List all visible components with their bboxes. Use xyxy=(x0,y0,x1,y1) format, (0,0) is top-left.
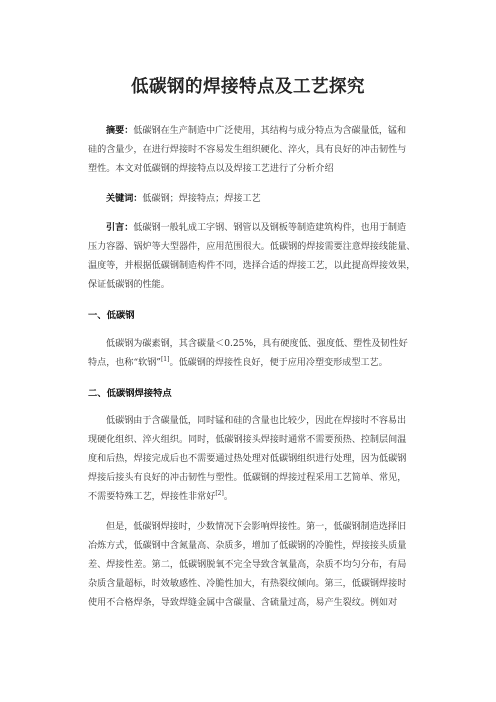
paragraph-line: 低碳钢为碳素钢，其含碳量＜0.25%，具有硬度低、强度低、塑性及韧性好 xyxy=(106,339,408,349)
section-heading: 二、低碳钢焊接特点 xyxy=(88,388,172,399)
paragraph-line: 使用不合格焊条，导致焊缝金属中含碳量、含硫量过高，易产生裂纹。例如对 xyxy=(88,598,398,608)
paragraph-text: 。低碳钢的焊接性良好，便于应用冷塑变形成型工艺。 xyxy=(169,358,388,368)
paragraph-line: 焊接后接头有良好的冲击韧性与塑性。低碳钢的焊接过程采用工艺简单、常见， xyxy=(88,473,407,483)
abstract-line: 硅的含量少，在进行焊接时不容易发生组织硬化、淬火，具有良好的冲击韧性与 xyxy=(88,145,407,155)
keywords xyxy=(88,189,433,209)
intro-label: 引言： xyxy=(106,222,134,233)
paragraph-text: 特点，也称“软钢” xyxy=(88,358,161,368)
intro-line: 压力容器、锅炉等大型器件，应用范围很大。低碳钢的焊接需要注意焊接线能量、 xyxy=(88,242,416,252)
paragraph-line: 但是，低碳钢焊接时，少数情况下会影响焊接性。第一，低碳钢制造选择旧 xyxy=(106,522,407,532)
paragraph-text: 。 xyxy=(223,492,233,502)
abstract-line: 塑性。本文对低碳钢的焊接特点以及焊接工艺进行了分析介绍 xyxy=(88,164,334,174)
intro-line: 温度等，并根据低碳钢制造构件不同，选择合适的焊接工艺，以此提高焊接效果， xyxy=(88,261,416,271)
introduction xyxy=(88,218,433,295)
abstract-line: 低碳钢在生产制造中广泛使用，其结构与成分特点为含碳量低，锰和 xyxy=(133,126,407,136)
paragraph-line: 低碳钢由于含碳量低，同时锰和硅的含量也比较少，因此在焊接时不容易出 xyxy=(106,416,407,426)
section2-paragraph-1 xyxy=(88,412,433,507)
section-heading: 一、低碳钢 xyxy=(88,310,135,321)
keywords-label: 关键词： xyxy=(106,193,143,204)
paragraph-line: 现硬化组织、淬火组织。同时，低碳钢接头焊接时通常不需要预热、控制层间温 xyxy=(88,435,407,445)
intro-line: 保证低碳钢的性能。 xyxy=(88,280,170,290)
paragraph-line: 冶炼方式，低碳钢中含氮量高、杂质多，增加了低碳钢的冷脆性，焊接接头质量 xyxy=(88,541,407,551)
paragraph-line: 杂质含量超标，时效敏感性、冷脆性加大，有热裂纹倾向。第三，低碳钢焊接时 xyxy=(88,579,407,589)
page-title: 低碳钢的焊接特点及工艺探究 xyxy=(131,77,365,97)
paragraph-text: 不需要特殊工艺，焊接性非常好 xyxy=(88,492,216,502)
section1-paragraph xyxy=(88,335,433,373)
citation-ref: [1] xyxy=(160,355,170,363)
citation-ref: [2] xyxy=(215,489,224,497)
paragraph-line: 差、焊接性差。第二，低碳钢脱氧不完全导致含氧量高，杂质不均匀分布，有局 xyxy=(88,560,407,570)
keywords-text: 低碳钢；焊接特点；焊接工艺 xyxy=(142,194,261,204)
abstract xyxy=(88,121,433,179)
section2-paragraph-2 xyxy=(88,518,433,613)
paragraph-line: 度和后热，焊接完成后也不需要通过热处理对低碳钢组织进行处理，因为低碳钢 xyxy=(88,454,407,464)
abstract-label: 摘要： xyxy=(106,125,134,136)
intro-line: 低碳钢一般轧成工字钢、钢管以及钢板等制造建筑构件，也用于制造 xyxy=(133,223,407,233)
